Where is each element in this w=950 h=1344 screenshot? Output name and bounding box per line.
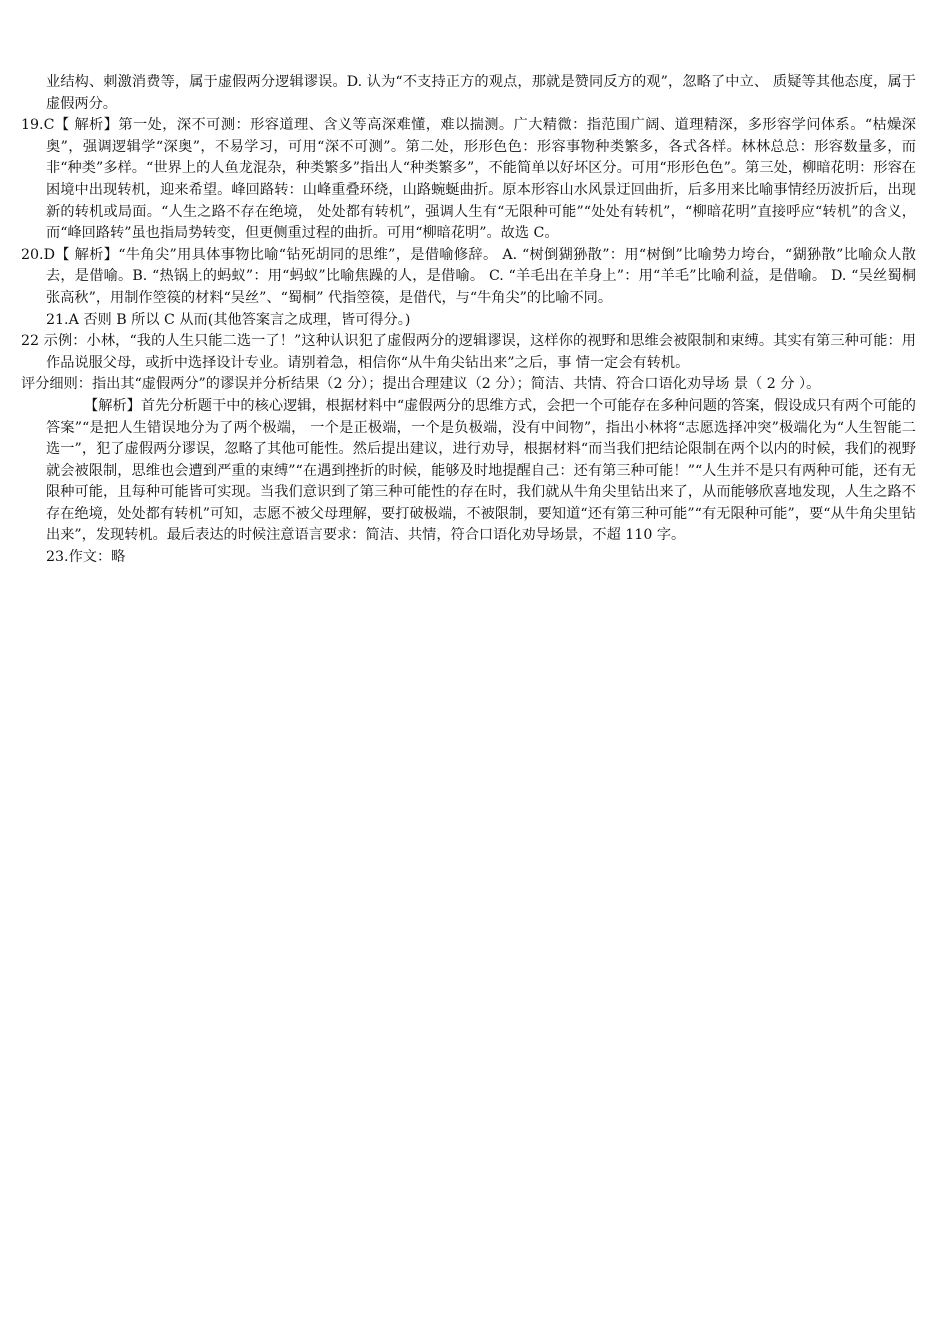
analysis-22: 【解析】首先分析题干中的核心逻辑，根据材料中“虚假两分的思维方式，会把一个可能存在多种问题的答案，假设成只有两个可能的答案”“是把人生错误地分为了两个极端， 一个是正极端，一个是负极端，没有中间物”，指出小林将“志愿选择冲突”极端化为“人生智能二选一”，犯了虚假两分谬误，忽略了其他可能性。然后提出建议，进行劝导，根据材料“而当我们把结论限制在两个以内的时候，我们的视野就会被限制，思维也会遭到严重的束缚”“在遇到挫折的时候，能够及时地提醒自己：还有第三种可能！”“人生并不是只有两种可能，还有无限种可能，且每种可能皆可实现。当我们意识到了第三种可能性的存在时，我们就从牛角尖里钻出来了，从而能够欣喜地发现，人生之路不存在绝境，处处都有转机”可知，志愿不被父母理解，要打破极端，不被限制，要知道“还有第三种可能”“有无限种可能”，要“从牛角尖里钻出来”，发现转机。最后表达的时候注意语言要求：简洁、共情，符合口语化劝导场景，不超 110 字。 (46, 397, 916, 544)
paragraph-continuation: 业结构、刺激消费等，属于虚假两分逻辑谬误。D. 认为“不支持正方的观点，那就是赞同反方的观”，忽略了中立、 质疑等其他态度，属于虚假两分。 (46, 74, 916, 112)
answer-21: 21.A 否则 B 所以 C 从而(其他答案言之成理，皆可得分。) (46, 311, 411, 328)
answer-text-block (21, 72, 916, 569)
answer-20: 20.D【 解析】“牛角尖”用具体事物比喻“钻死胡同的思维”，是借喻修辞。 A. “树倒猢狲散”：用“树倒”比喻势力垮台，“猢狲散”比喻众人散去，是借喻。B. “热锅上的蚂蚁”：用“蚂蚁”比喻焦躁的人，是借喻。 C. “羊毛出在羊身上”：用“羊毛”比喻利益，是借喻。 D. “吴丝蜀桐张高秋”，用制作箜篌的材料“吴丝”、“蜀桐” 代指箜篌，是借代，与“牛角尖”的比喻不同。 (21, 246, 916, 306)
scoring-rules: 评分细则：指出其“虚假两分”的谬误并分析结果（2 分）；提出合理建议（2 分）；简洁、共情、符合口语化劝导场 景（ 2 分 ）。 (21, 376, 821, 393)
answer-19: 19.C【 解析】第一处，深不可测：形容道理、含义等高深难懂，难以揣测。广大精微：指范围广阔、道理精深，多形容学问体系。“枯燥深奥”，强调逻辑学“深奥”，不易学习，可用“深不可测”。第二处，形形色色：形容事物种类繁多，各式各样。林林总总：形容数量多，而非“种类”多样。“世界上的人鱼龙混杂，种类繁多”指出人“种类繁多”，不能简单以好坏区分。可用“形形色色”。第三处，柳暗花明：形容在困境中出现转机，迎来希望。峰回路转：山峰重叠环绕，山路蜿蜒曲折。原本形容山水风景迂回曲折，后多用来比喻事情经历波折后，出现新的转机或局面。“人生之路不存在绝境， 处处都有转机”，强调人生有“无限种可能”“处处有转机”，“柳暗花明”直接呼应“转机”的含义，而“峰回路转”虽也指局势转变，但更侧重过程的曲折。可用“柳暗花明”。故选 C。 (21, 117, 916, 242)
answer-23: 23.作文：略 (46, 549, 126, 566)
answer-22: 22 示例：小林，“我的人生只能二选一了！”这种认识犯了虚假两分的逻辑谬误，这样你的视野和思维会被限制和束缚。其实有第三种可能：用作品说服父母，或折中选择设计专业。请别着急，相信你“从牛角尖钻出来”之后，事 情一定会有转机。 (21, 333, 916, 371)
